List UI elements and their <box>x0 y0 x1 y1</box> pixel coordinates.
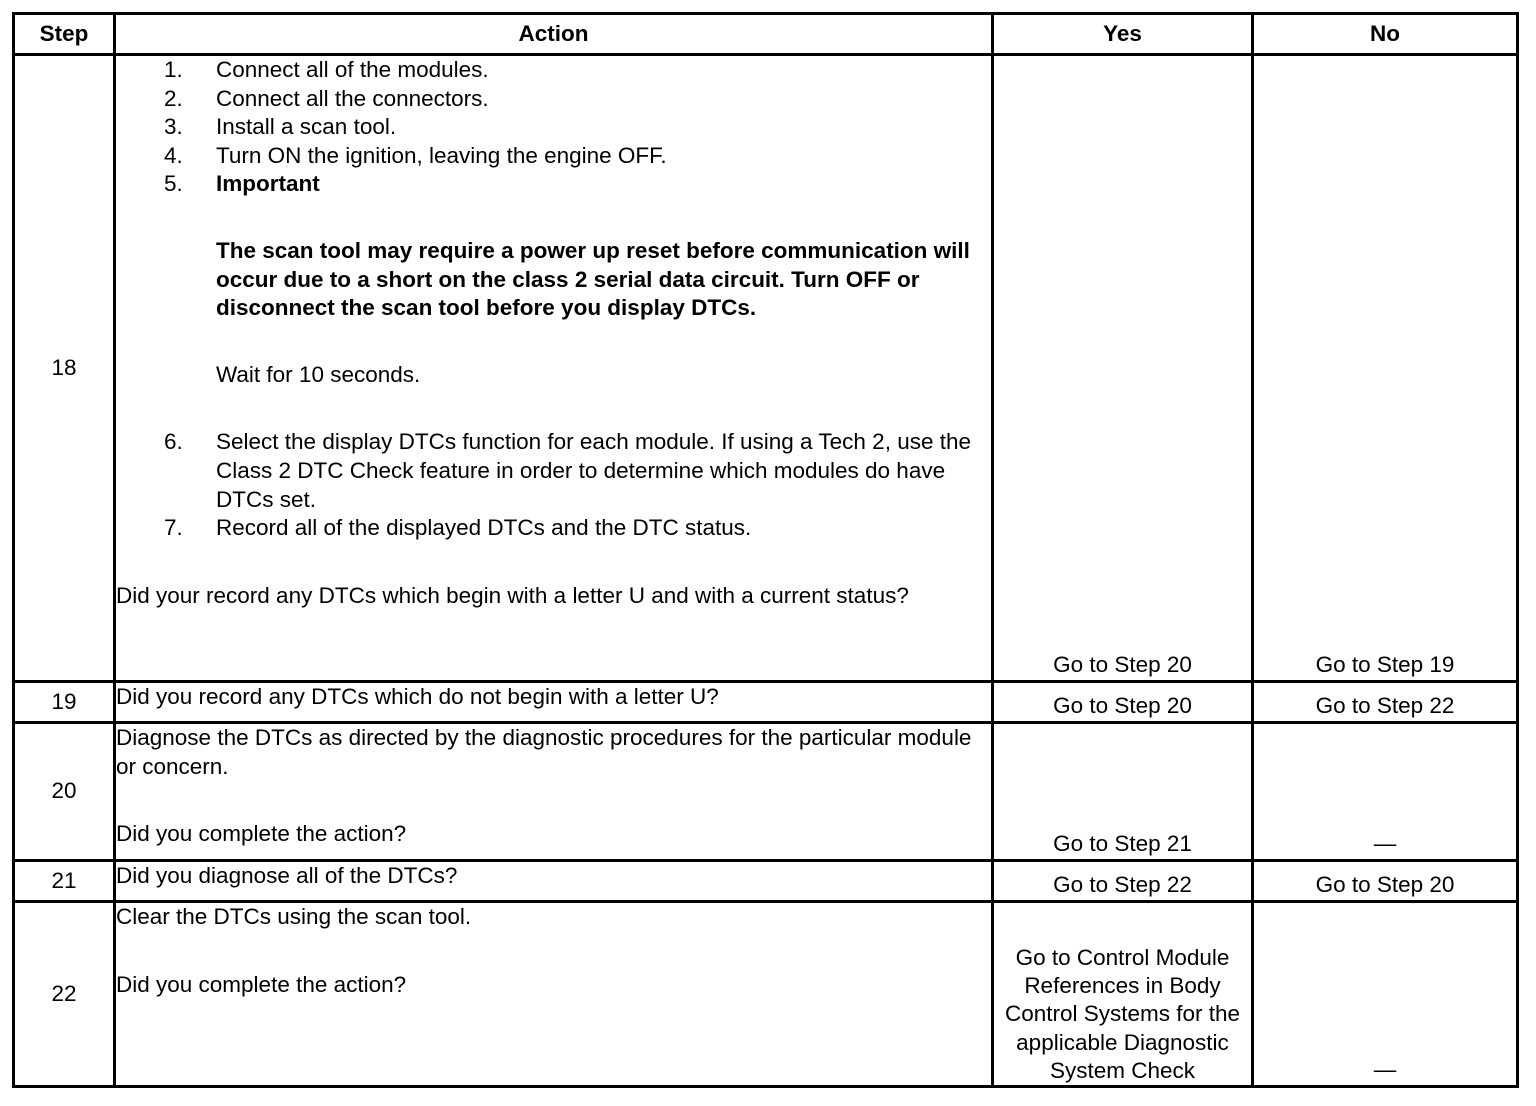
list-item-text: Select the display DTCs function for each module. If using a Tech 2, use the Class 2 DTC Check feature in order to determine which modules do have DTCs set. <box>216 429 972 512</box>
header-action: Action <box>115 14 993 55</box>
list-item <box>164 170 991 389</box>
no-result: Go to Step 20 <box>1253 861 1518 902</box>
no-result: Go to Step 19 <box>1253 55 1518 682</box>
step-question: Did you diagnose all of the DTCs? <box>115 861 993 902</box>
list-item-number: 6. <box>164 429 183 455</box>
header-yes: Yes <box>993 14 1253 55</box>
list-item <box>164 56 991 85</box>
step-question: Did you record any DTCs which do not begin with a letter U? <box>115 682 993 723</box>
list-item-text: Install a scan tool. <box>216 114 397 140</box>
action-cell <box>115 902 993 1087</box>
list-item <box>164 142 991 171</box>
list-item-text: Connect all the connectors. <box>216 85 489 111</box>
yes-result: Go to Step 22 <box>993 861 1253 902</box>
important-note <box>216 170 991 389</box>
list-item-text: Turn ON the ignition, leaving the engine OFF. <box>216 142 667 168</box>
no-result: Go to Step 22 <box>1253 682 1518 723</box>
list-item <box>164 514 991 543</box>
step-number: 19 <box>14 682 115 723</box>
header-step: Step <box>14 14 115 55</box>
list-item-number: 5. <box>164 171 183 197</box>
header-row <box>14 14 1518 55</box>
no-result: — <box>1253 723 1518 861</box>
step-number: 21 <box>14 861 115 902</box>
yes-result: Go to Control Module References in Body Control Systems for the applicable Diagnostic System Check <box>993 902 1253 1087</box>
header-no: No <box>1253 14 1518 55</box>
step-number: 22 <box>14 902 115 1087</box>
no-result: — <box>1253 902 1518 1087</box>
step-instruction: Diagnose the DTCs as directed by the diagnostic procedures for the particular module or concern. <box>116 725 972 779</box>
list-item-number: 3. <box>164 114 183 140</box>
table-row-step-18 <box>14 55 1518 682</box>
list-item-number: 7. <box>164 515 183 541</box>
step-number: 20 <box>14 723 115 861</box>
yes-result: Go to Step 20 <box>993 55 1253 682</box>
list-item-text: Record all of the displayed DTCs and the DTC status. <box>216 515 752 541</box>
table-row-step-21 <box>14 861 1518 902</box>
step-question: Did you complete the action? <box>116 971 407 997</box>
table-row-step-19 <box>14 682 1518 723</box>
important-label: Important <box>216 171 320 197</box>
table-row-step-22 <box>14 902 1518 1087</box>
list-item-number: 1. <box>164 57 183 82</box>
important-text: The scan tool may require a power up reset before communication will occur due to a short on the class 2 serial data circuit. Turn OFF or disconnect the scan tool before you display DTCs. <box>216 237 970 321</box>
list-item-text: Connect all of the modules. <box>216 57 489 82</box>
list-item-number: 2. <box>164 85 183 111</box>
action-cell <box>115 55 993 682</box>
diagnostic-procedure-table <box>12 12 1519 1088</box>
list-item-number: 4. <box>164 142 183 168</box>
yes-result: Go to Step 20 <box>993 682 1253 723</box>
step-instruction: Clear the DTCs using the scan tool. <box>116 904 472 929</box>
action-cell <box>115 723 993 861</box>
action-step-list <box>116 56 991 543</box>
list-item <box>164 113 991 142</box>
wait-text: Wait for 10 seconds. <box>216 361 421 387</box>
table-row-step-20 <box>14 723 1518 861</box>
yes-result: Go to Step 21 <box>993 723 1253 861</box>
list-item <box>164 428 991 514</box>
step-question: Did your record any DTCs which begin with a letter U and with a current status? <box>116 582 909 608</box>
step-number: 18 <box>14 55 115 682</box>
list-item <box>164 85 991 114</box>
step-question: Did you complete the action? <box>116 821 407 847</box>
